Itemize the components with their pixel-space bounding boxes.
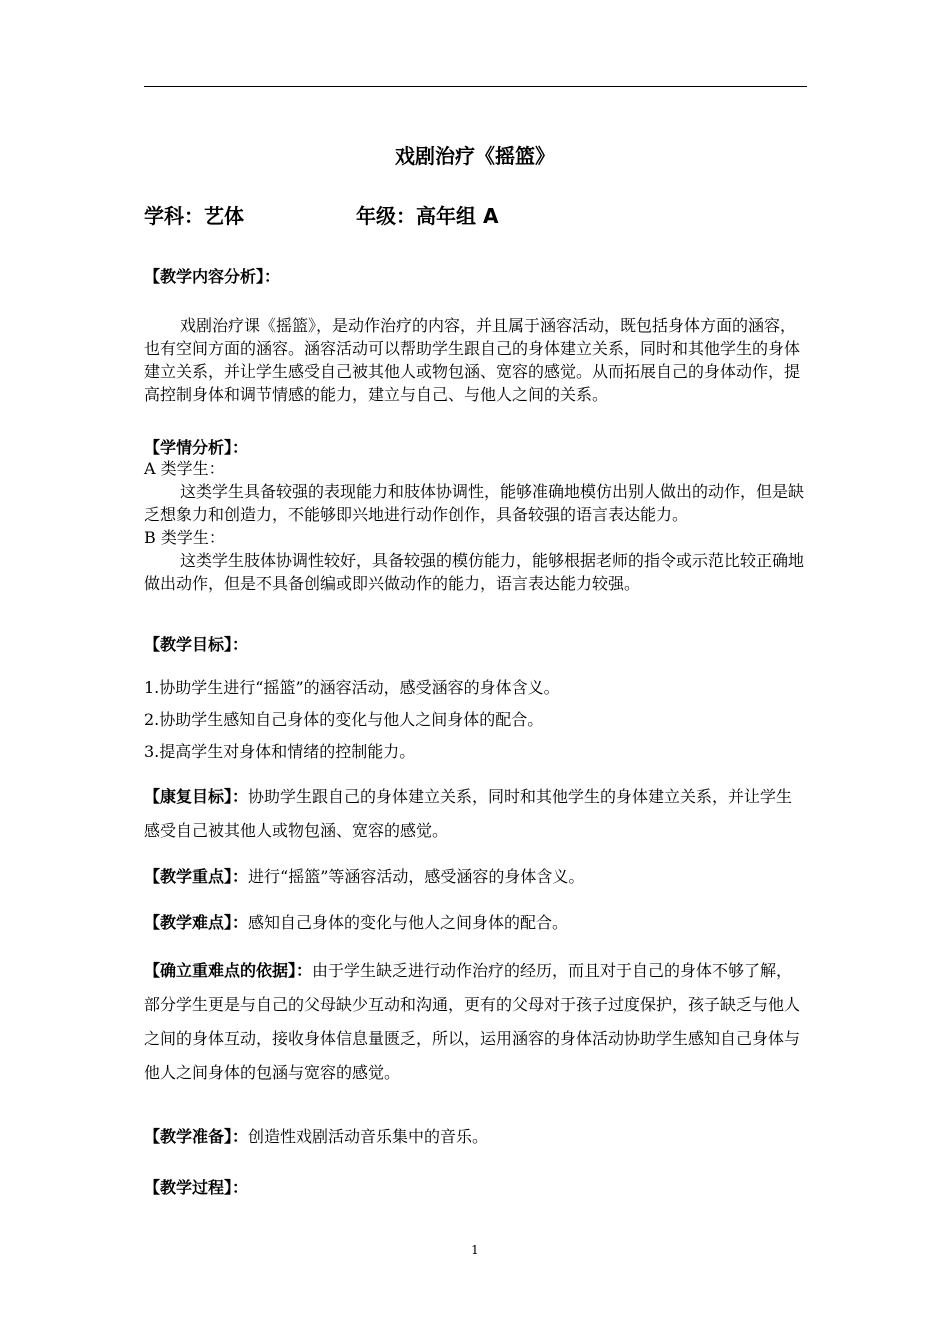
grade-label: 年级：高年组 A [356, 204, 499, 228]
class-b-label: B 类学生： [144, 528, 225, 547]
content-analysis-section [144, 314, 808, 406]
objective-item: 2.协助学生感知自己身体的变化与他人之间身体的配合。 [144, 710, 544, 729]
rehab-goal-label: 【康复目标】： [144, 787, 249, 806]
basis-paragraph [144, 954, 808, 1090]
objective-item: 3.提高学生对身体和情绪的控制能力。 [144, 742, 416, 761]
header-rule [144, 86, 807, 87]
key-point-label: 【教学重点】： [144, 867, 249, 886]
class-b-text: 这类学生肢体协调性较好，具备较强的模仿能力，能够根据老师的指令或示范比较正确地做出动作，但是不具备创编或即兴做动作的能力，语言表达能力较强。 [144, 551, 805, 593]
preparation-text: 创造性戏剧活动音乐集中的音乐。 [248, 1127, 489, 1146]
basis-text: 由于学生缺乏进行动作治疗的经历，而且对于自己的身体不够了解，部分学生更是与自己的父母缺少互动和沟通，更有的父母对于孩子过度保护，孩子缺乏与他人之间的身体互动，接收身体信息量匮乏，所以，运用涵容的身体活动协助学生感知自己身体与他人之间身体的包涵与宽容的感觉。 [144, 961, 801, 1082]
rehab-goal-text: 协助学生跟自己的身体建立关系，同时和其他学生的身体建立关系，并让学生感受自己被其他人或物包涵、宽容的感觉。 [144, 787, 793, 840]
basis-label: 【确立重难点的依据】： [144, 961, 313, 980]
preparation-label: 【教学准备】： [144, 1127, 249, 1146]
preparation-paragraph [144, 1120, 808, 1154]
difficulty-paragraph [144, 906, 808, 940]
content-analysis-text: 戏剧治疗课《摇篮》，是动作治疗的内容，并且属于涵容活动，既包括身体方面的涵容，也有空间方面的涵容。涵容活动可以帮助学生跟自己的身体建立关系，同时和其他学生的身体建立关系，并让学生感受自己被其他人或物包涵、宽容的感觉。从而拓展自己的身体动作，提高控制身体和调节情感的能力，建立与自己、与他人之间的关系。 [144, 316, 801, 404]
rehab-goal-paragraph [144, 780, 808, 848]
difficulty-text: 感知自己身体的变化与他人之间身体的配合。 [248, 913, 569, 932]
objectives-heading: 【教学目标】： [144, 635, 249, 654]
process-heading: 【教学过程】： [144, 1178, 249, 1197]
document-title: 戏剧治疗《摇篮》 [395, 144, 555, 168]
page-number: 1 [471, 1243, 479, 1257]
difficulty-label: 【教学难点】： [144, 913, 249, 932]
key-point-text: 进行“摇篮”等涵容活动，感受涵容的身体含义。 [248, 867, 585, 886]
learner-analysis-heading: 【学情分析】： [144, 438, 249, 457]
key-point-paragraph [144, 860, 808, 894]
class-a-text: 这类学生具备较强的表现能力和肢体协调性，能够准确地模仿出别人做出的动作，但是缺乏想象力和创造力，不能够即兴地进行动作创作，具备较强的语言表达能力。 [144, 482, 805, 524]
objective-item: 1.协助学生进行“摇篮”的涵容活动，感受涵容的身体含义。 [144, 678, 560, 697]
subject-label: 学科：艺体 [144, 204, 244, 228]
learner-analysis-section [144, 457, 808, 595]
class-a-label: A 类学生： [144, 459, 225, 478]
content-analysis-heading: 【教学内容分析】： [144, 267, 281, 286]
